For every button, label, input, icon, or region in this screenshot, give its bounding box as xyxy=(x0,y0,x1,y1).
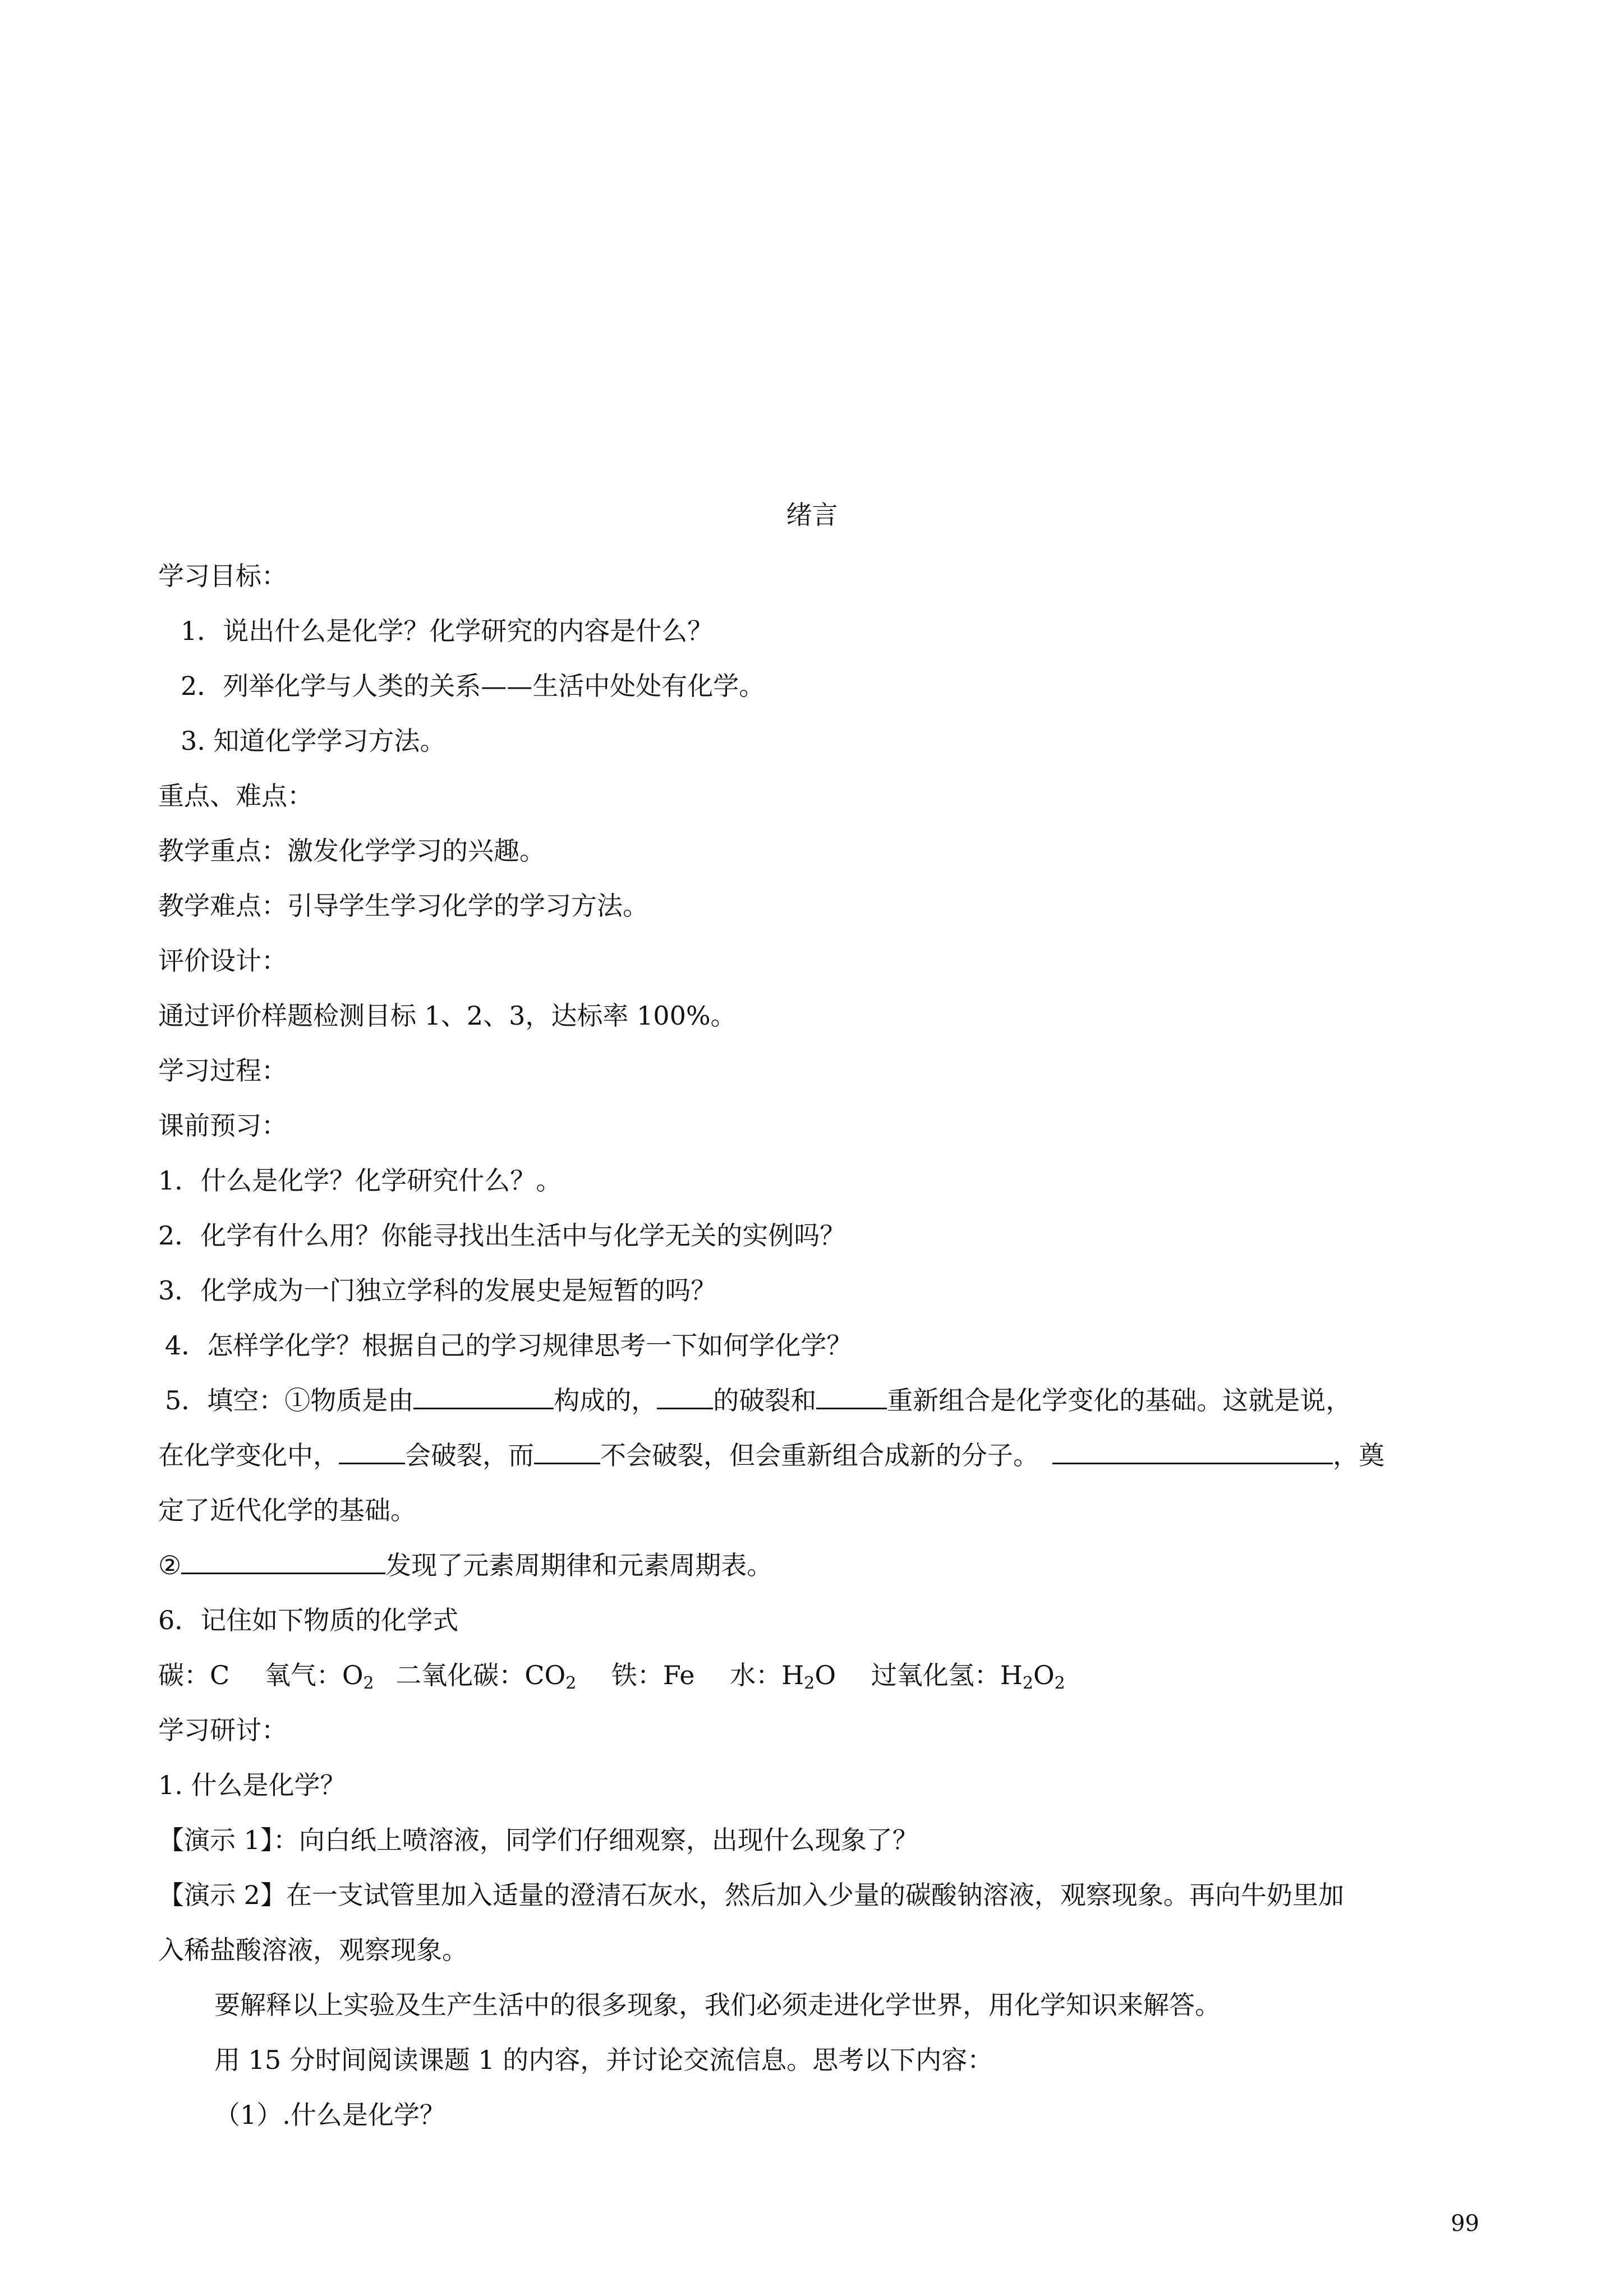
q5-text-2: 构成的， xyxy=(554,1385,657,1416)
formula-h2o2: 过氧化氢：$H_2O_2$ xyxy=(871,1660,1065,1693)
question-3: 3．化学成为一门独立学科的发展史是短暂的吗？ xyxy=(158,1275,717,1306)
fill-blank-7[interactable] xyxy=(181,1547,385,1574)
demo-1: 【演示 1】：向白纸上喷溶液，同学们仔细观察，出现什么现象了？ xyxy=(158,1825,918,1855)
fill-blank-2[interactable] xyxy=(657,1382,713,1409)
q5-text-5: 在化学变化中， xyxy=(158,1440,339,1470)
question-4: 4．怎样学化学？根据自己的学习规律思考一下如何学化学？ xyxy=(165,1330,853,1361)
q5-text-6: 会破裂，而 xyxy=(405,1440,534,1470)
page-number: 99 xyxy=(1451,2211,1479,2237)
fill-blank-6[interactable] xyxy=(1052,1437,1333,1464)
fill-blank-4[interactable] xyxy=(339,1437,405,1464)
key-header: 重点、难点： xyxy=(158,781,313,811)
eval-header: 评价设计： xyxy=(158,946,287,976)
explain-paragraph: 要解释以上实验及生产生活中的很多现象，我们必须走进化学世界，用化学知识来解答。 xyxy=(214,1990,1221,2020)
page-title: 绪言 xyxy=(786,500,838,530)
question-2: 2．化学有什么用？你能寻找出生活中与化学无关的实例吗？ xyxy=(158,1220,846,1251)
read-instruction: 用 15 分时间阅读课题 1 的内容，并讨论交流信息。思考以下内容： xyxy=(214,2045,993,2075)
goal-1: 1．说出什么是化学？化学研究的内容是什么？ xyxy=(181,616,714,646)
document-body xyxy=(158,548,1493,2142)
formula-oxygen: 氧气：$O_2$ xyxy=(264,1660,374,1693)
q5-text-3: 的破裂和 xyxy=(713,1385,817,1416)
fill-blank-1[interactable] xyxy=(413,1382,554,1409)
sub-question-1: （1）.什么是化学？ xyxy=(214,2100,445,2130)
question-5-line-4 xyxy=(158,1538,1493,1593)
preview-header: 课前预习： xyxy=(158,1110,287,1141)
difficult-point: 教学难点：引导学生学习化学的学习方法。 xyxy=(158,891,648,921)
q5-text-7: 不会破裂，但会重新组合成新的分子。 xyxy=(600,1440,1039,1470)
question-5-line-3: 定了近代化学的基础。 xyxy=(158,1495,416,1525)
question-1: 1．什么是化学？化学研究什么？。 xyxy=(158,1165,562,1196)
goals-header: 学习目标： xyxy=(158,561,287,591)
study-header: 学习研讨： xyxy=(158,1715,287,1745)
study-item-1: 1. 什么是化学？ xyxy=(158,1770,346,1800)
process-header: 学习过程： xyxy=(158,1055,287,1086)
question-5-line-1 xyxy=(158,1373,1493,1428)
goal-3: 3. 知道化学学习方法。 xyxy=(181,726,446,756)
eval-text: 通过评价样题检测目标 1、2、3，达标率 100%。 xyxy=(158,1001,737,1031)
formula-list xyxy=(158,1648,1493,1703)
fill-blank-3[interactable] xyxy=(816,1382,887,1409)
q5-text-9: ② xyxy=(158,1550,182,1580)
fill-blank-5[interactable] xyxy=(534,1437,600,1464)
demo-2-line-2: 入稀盐酸溶液，观察现象。 xyxy=(158,1935,468,1965)
q5-text-10: 发现了元素周期律和元素周期表。 xyxy=(385,1550,773,1580)
demo-2-line-1: 【演示 2】在一支试管里加入适量的澄清石灰水，然后加入少量的碳酸钠溶液，观察现象。再向牛奶里加 xyxy=(158,1880,1344,1910)
key-point: 教学重点：激发化学学习的兴趣。 xyxy=(158,836,545,866)
formula-iron: 铁：Fe xyxy=(611,1660,695,1690)
question-5-line-2 xyxy=(158,1428,1493,1483)
formula-water: 水：$H_2O$ xyxy=(730,1660,836,1693)
formula-co2: 二氧化碳：$CO_2$ xyxy=(395,1660,577,1693)
question-6: 6．记住如下物质的化学式 xyxy=(158,1605,459,1635)
q5-text-8: ，奠 xyxy=(1333,1440,1384,1470)
q5-text-4: 重新组合是化学变化的基础。这就是说， xyxy=(887,1385,1352,1416)
goal-2: 2．列举化学与人类的关系——生活中处处有化学。 xyxy=(181,671,765,701)
q5-text-1: 5．填空：①物质是由 xyxy=(165,1385,414,1416)
formula-carbon: 碳：C xyxy=(158,1660,230,1690)
